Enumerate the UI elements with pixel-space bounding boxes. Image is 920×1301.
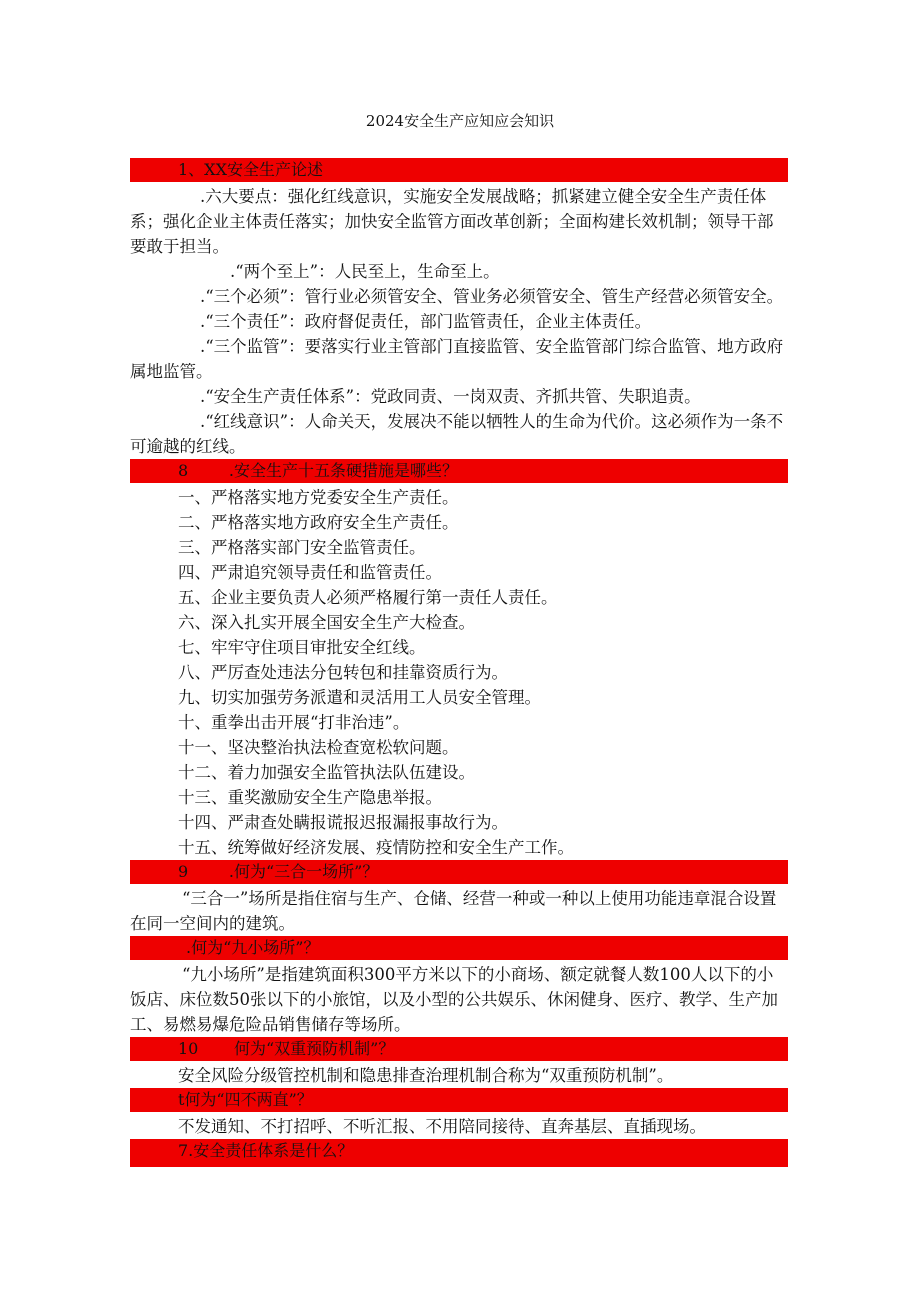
section-heading-7: 7.安全责任体系是什么？ xyxy=(130,1139,788,1167)
paragraph: .“三个责任”：政府督促责任，部门监管责任，企业主体责任。 xyxy=(200,312,652,331)
list-item: 四、严肃追究领导责任和监管责任。 xyxy=(178,563,442,582)
section-heading-9: 9 .何为“三合一场所”？ xyxy=(130,860,788,884)
list-item: 二、严格落实地方政府安全生产责任。 xyxy=(178,513,459,532)
document-body xyxy=(130,158,788,1169)
list-item: 一、严格落实地方党委安全生产责任。 xyxy=(178,488,459,507)
section-heading-9b: .何为“九小场所”？ xyxy=(130,936,788,960)
list-item: 八、严厉查处违法分包转包和挂靠资质行为。 xyxy=(178,663,508,682)
paragraph: .“红线意识”：人命关天，发展决不能以牺牲人的生命为代价。这必须作为一条不可逾越的红线。 xyxy=(130,412,784,456)
list-item: 五、企业主要负责人必须严格履行第一责任人责任。 xyxy=(178,588,558,607)
paragraph: “三合一”场所是指住宿与生产、仓储、经营一种或一种以上使用功能违章混合设置在同一空间内的建筑。 xyxy=(130,889,777,933)
paragraph: .“三个监管”：要落实行业主管部门直接监管、安全监管部门综合监管、地方政府属地监管。 xyxy=(130,337,784,381)
list-item: 七、牢牢守住项目审批安全红线。 xyxy=(178,638,426,657)
list-item: 十五、统筹做好经济发展、疫情防控和安全生产工作。 xyxy=(178,838,574,857)
section-heading-1: 1、XX安全生产论述 xyxy=(130,158,788,182)
section-heading-10: 10 何为“双重预防机制”？ xyxy=(130,1037,788,1061)
page-title: 2024安全生产应知应会知识 xyxy=(365,112,555,130)
paragraph: .六大要点：强化红线意识，实施安全发展战略；抓紧建立健全安全生产责任体系；强化企业主体责任落实；加快安全监管方面改革创新；全面构建长效机制；领导干部要敢于担当。 xyxy=(130,187,774,256)
paragraph: “九小场所”是指建筑面积300平方米以下的小商场、额定就餐人数100人以下的小饭店、床位数50张以下的小旅馆，以及小型的公共娱乐、休闲健身、医疗、教学、生产加工、易燃易爆危险品销售储存等场所。 xyxy=(130,965,778,1034)
list-item: 六、深入扎实开展全国安全生产大检查。 xyxy=(178,613,475,632)
list-item: 十一、坚决整治执法检查宽松软问题。 xyxy=(178,738,459,757)
list-item: 十四、严肃查处瞒报谎报迟报漏报事故行为。 xyxy=(178,813,508,832)
paragraph: .“安全生产责任体系”：党政同责、一岗双责、齐抓共管、失职追责。 xyxy=(200,387,701,406)
section-heading-8: 8 .安全生产十五条硬措施是哪些？ xyxy=(130,459,788,483)
list-item: 十二、着力加强安全监管执法队伍建设。 xyxy=(178,763,475,782)
list-item: 九、切实加强劳务派遣和灵活用工人员安全管理。 xyxy=(178,688,541,707)
paragraph: 不发通知、不打招呼、不听汇报、不用陪同接待、直奔基层、直插现场。 xyxy=(178,1117,706,1136)
section-heading-11: t何为“四不两直”？ xyxy=(130,1088,788,1112)
list-item: 三、严格落实部门安全监管责任。 xyxy=(178,538,426,557)
list-item: 十、重拳出击开展“打非治违”。 xyxy=(178,713,410,732)
list-item: 十三、重奖激励安全生产隐患举报。 xyxy=(178,788,442,807)
paragraph: 安全风险分级管控机制和隐患排查治理机制合称为“双重预防机制”。 xyxy=(178,1066,674,1085)
paragraph: .“三个必须”：管行业必须管安全、管业务必须管安全、管生产经营必须管安全。 xyxy=(200,287,784,306)
paragraph: .“两个至上”：人民至上，生命至上。 xyxy=(230,262,500,281)
